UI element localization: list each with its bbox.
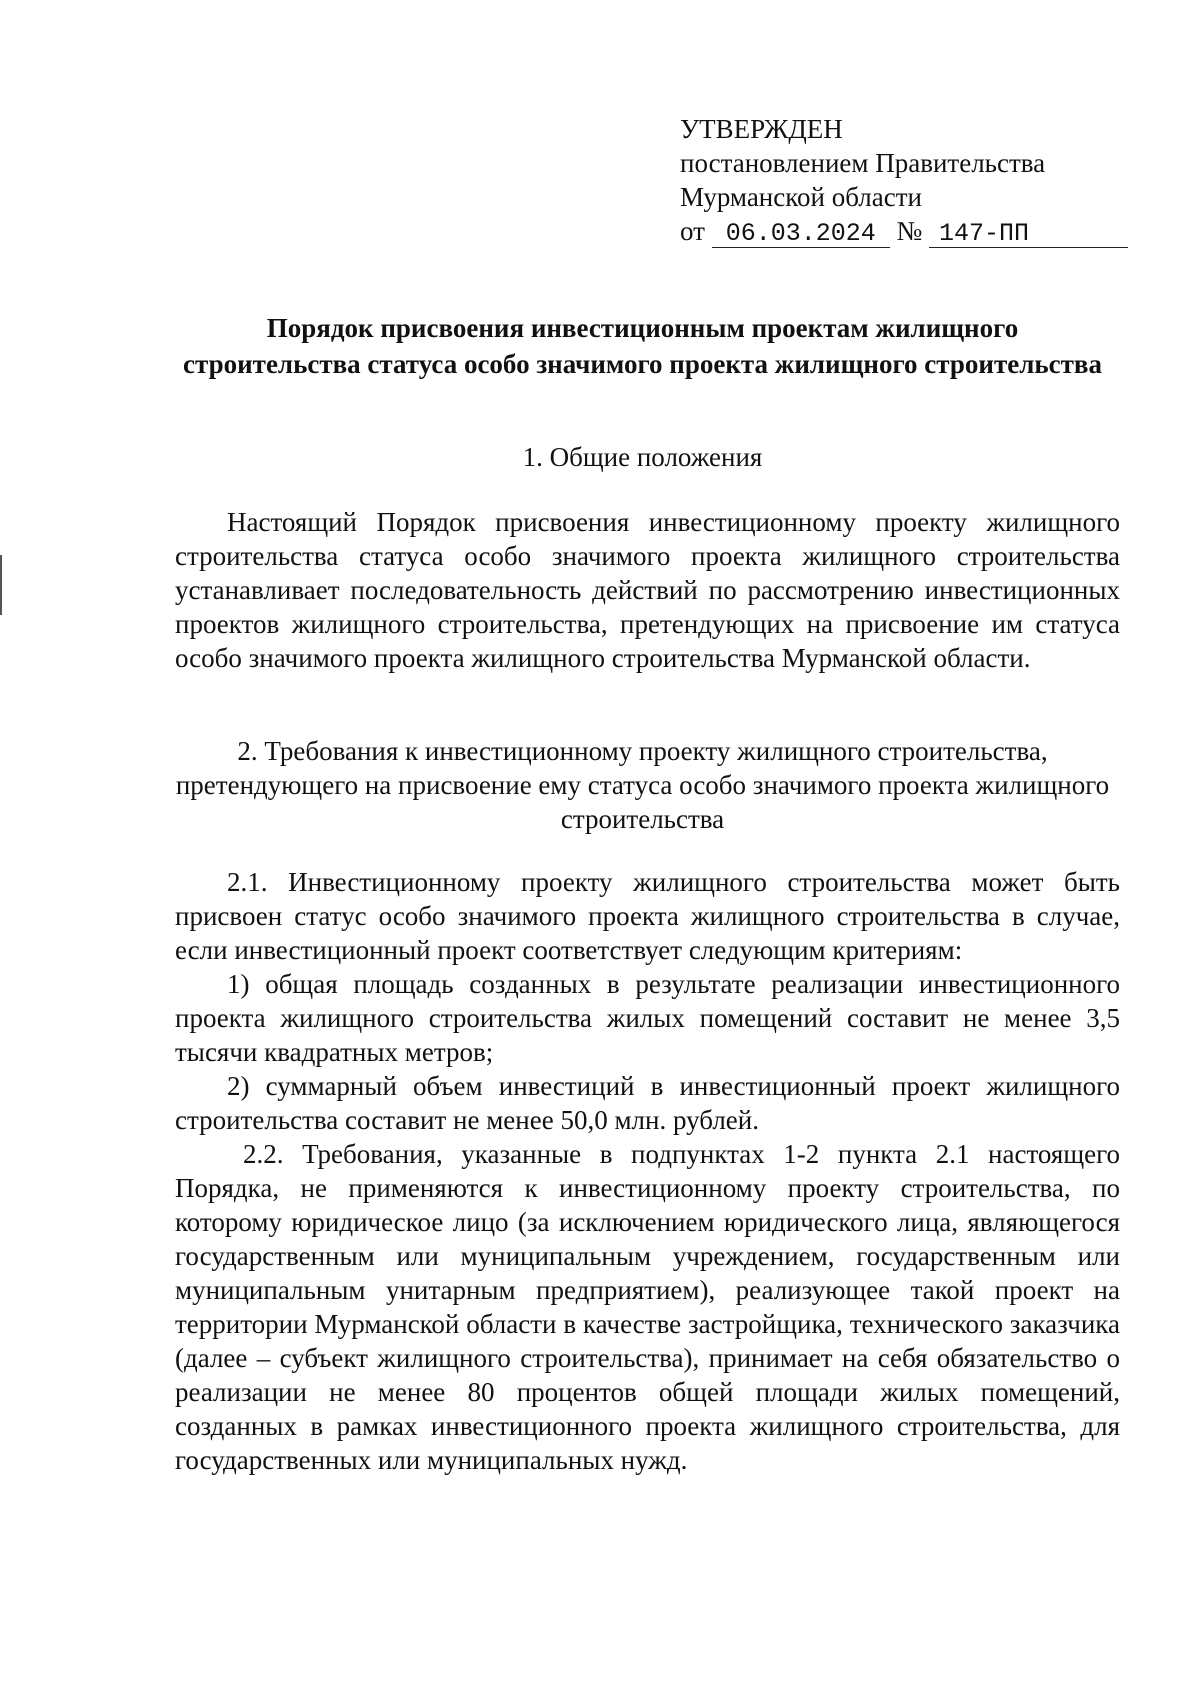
date-prefix: от <box>680 216 705 246</box>
document-title: Порядок присвоения инвестиционным проектам жилищного строительства статуса особо значимого проекта жилищного строительства <box>183 313 1102 379</box>
clause-2-1-item-2: 2) суммарный объем инвестиций в инвестиционный проект жилищного строительства составит не менее 50,0 млн. рублей. <box>175 1071 1120 1135</box>
approval-date: 06.03.2024 <box>712 221 890 248</box>
approval-issuer-line: постановлением Правительства <box>680 148 1046 178</box>
section-2-body <box>175 865 1120 1477</box>
section-1-paragraph: Настоящий Порядок присвоения инвестиционному проекту жилищного строительства статуса особо значимого проекта жилищного строительства устанавливает последовательность действий по рассмотрению инвестиционных проектов жилищного строительства, претендующих на присвоение им статуса особо значимого проекта жилищного строительства Мурманской области. <box>175 507 1120 673</box>
clause-2-1: 2.1. Инвестиционному проекту жилищного строительства может быть присвоен статус особо значимого проекта жилищного строительства в случае, если инвестиционный проект соответствует следующим критериям: <box>175 867 1120 965</box>
clause-2-2: 2.2. Требования, указанные в подпунктах 1-2 пункта 2.1 настоящего Порядка, не применяются к инвестиционному проекту строительства, по которому юридическое лицо (за исключением юридического лица, являющегося государственным или муниципальным учреждением, государственным или муниципальным унитарным предприятием), реализующее такой проект на территории Мурманской области в качестве застройщика, технического заказчика (далее – субъект жилищного строительства), принимает на себя обязательство о реализации не менее 80 процентов общей площади жилых помещений, созданных в рамках инвестиционного проекта жилищного строительства, для государственных или муниципальных нужд. <box>175 1139 1120 1475</box>
section-1-heading: 1. Общие положения <box>522 442 763 472</box>
approval-number: 147-ПП <box>929 221 1128 248</box>
scan-margin-mark <box>0 555 2 615</box>
clause-2-1-item-1: 1) общая площадь созданных в результате реализации инвестиционного проекта жилищного строительства жилых помещений составит не менее 3,5 тысячи квадратных метров; <box>175 969 1120 1067</box>
approval-region-line: Мурманской области <box>680 182 922 212</box>
section-1-body <box>175 505 1120 675</box>
approval-heading: УТВЕРЖДЕН <box>680 114 843 144</box>
section-2-heading: 2. Требования к инвестиционному проекту жилищного строительства, претендующего на присвоение ему статуса особо значимого проекта жилищного строительства <box>175 736 1110 834</box>
approval-date-line <box>680 214 1128 248</box>
number-prefix: № <box>896 216 923 246</box>
approval-stamp <box>680 112 1128 248</box>
